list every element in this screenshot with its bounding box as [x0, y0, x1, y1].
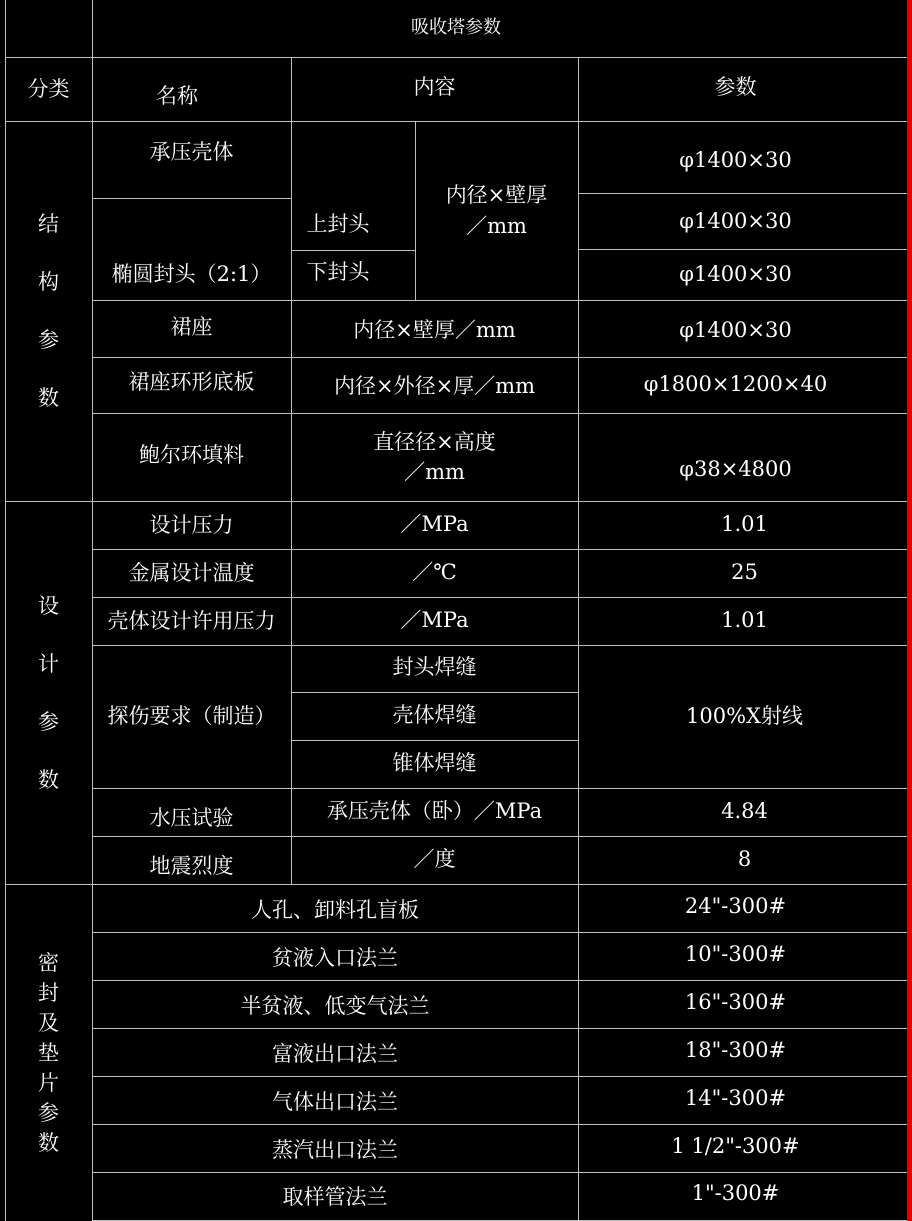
ndt-head-weld: 封头焊缝 [392, 655, 477, 680]
seal-row-value: 14"-300# [684, 1085, 787, 1110]
elliptical-head-name: 椭圆封头（2:1） [111, 261, 272, 286]
ndt-value: 100%X射线 [686, 704, 803, 729]
upper-head-label: 上封头 [306, 211, 370, 236]
shell-value: φ1400×30 [679, 147, 792, 172]
packing-content: 直径径×高度 ／mm [373, 429, 496, 484]
hydro-test-value: 4.84 [721, 798, 768, 823]
header-content: 内容 [413, 74, 456, 99]
shell-name: 承压壳体 [149, 139, 234, 164]
ndt-shell-weld: 壳体焊缝 [392, 702, 477, 727]
skirt-name: 裙座 [170, 314, 213, 339]
allowable-pressure-value: 1.01 [721, 607, 768, 632]
base-plate-name: 裙座环形底板 [128, 369, 255, 394]
seal-row-value: 1 1/2"-300# [671, 1133, 800, 1158]
seismic-unit: ／度 [413, 846, 456, 871]
design-pressure-value: 1.01 [721, 511, 768, 536]
seismic-value: 8 [737, 846, 752, 871]
seal-row-value: 1"-300# [691, 1180, 780, 1205]
header-params: 参数 [714, 74, 757, 99]
design-pressure-unit: ／MPa [400, 511, 469, 536]
allowable-pressure-unit: ／MPa [400, 607, 469, 632]
design-pressure-name: 设计压力 [149, 512, 234, 537]
dimension-label: 内径×壁厚 ／mm [445, 183, 548, 238]
packing-name: 鲍尔环填料 [139, 442, 244, 467]
base-plate-value: φ1800×1200×40 [643, 371, 828, 396]
seal-row-name: 人孔、卸料孔盲板 [251, 897, 419, 922]
seal-row-name: 半贫液、低变气法兰 [240, 993, 430, 1018]
ndt-requirement-name: 探伤要求（制造） [107, 704, 276, 729]
header-category: 分类 [27, 76, 70, 101]
metal-temp-name: 金属设计温度 [128, 560, 255, 585]
packing-value: φ38×4800 [679, 456, 792, 481]
seal-row-name: 取样管法兰 [282, 1184, 388, 1209]
seal-row-name: 富液出口法兰 [272, 1041, 398, 1066]
category-structure: 结 构 参 数 [38, 212, 59, 410]
seal-row-value: 18"-300# [684, 1037, 787, 1062]
skirt-content: 内径×壁厚／mm [353, 318, 516, 343]
seal-row-name: 气体出口法兰 [272, 1089, 398, 1114]
category-design: 设 计 参 数 [38, 593, 59, 792]
seal-row-name: 贫液入口法兰 [272, 945, 398, 970]
seal-row-value: 24"-300# [684, 893, 787, 918]
lower-head-label: 下封头 [306, 259, 370, 284]
seal-row-name: 蒸汽出口法兰 [272, 1137, 398, 1162]
seal-row-value: 16"-300# [684, 989, 787, 1014]
base-plate-content: 内径×外径×厚／mm [333, 373, 536, 398]
hydro-test-content: 承压壳体（卧）／MPa [326, 798, 543, 823]
category-seal: 密 封 及 垫 片 参 数 [38, 950, 59, 1155]
allowable-pressure-name: 壳体设计许用压力 [107, 608, 276, 633]
header-name: 名称 [156, 83, 198, 108]
upper-head-value: φ1400×30 [679, 208, 792, 233]
metal-temp-unit: ／℃ [412, 559, 457, 584]
table-title: 吸收塔参数 [411, 17, 501, 39]
ndt-cone-weld: 锥体焊缝 [392, 750, 477, 775]
lower-head-value: φ1400×30 [679, 262, 792, 287]
hydro-test-name: 水压试验 [149, 805, 234, 830]
skirt-value: φ1400×30 [679, 318, 792, 343]
seal-row-value: 10"-300# [684, 941, 787, 966]
metal-temp-value: 25 [731, 559, 758, 584]
seismic-name: 地震烈度 [149, 853, 234, 878]
